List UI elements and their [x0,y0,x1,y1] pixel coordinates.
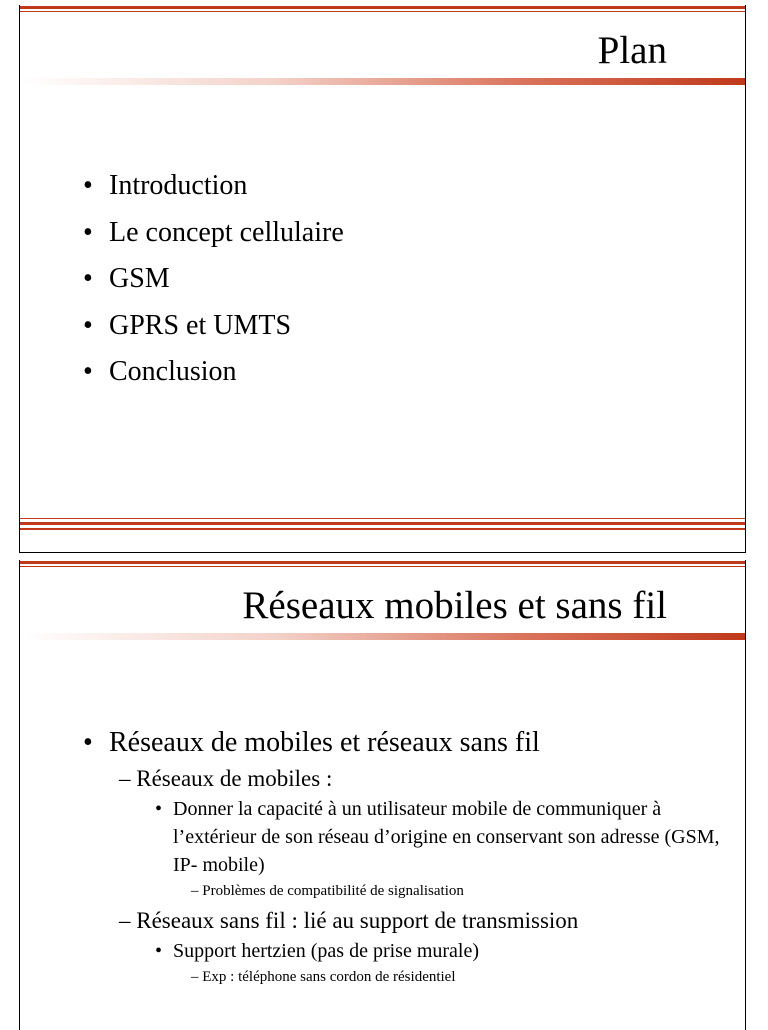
slide-content [83,723,723,989]
slide-title: Plan [597,29,667,72]
list-item: • GSM [83,262,344,309]
top-rule [20,6,745,9]
bullet-level1: • Réseaux de mobiles et réseaux sans fil [83,723,723,763]
slide-reseaux [19,560,746,1030]
top-rule-thin [20,566,745,567]
bullet-level3: • Support hertzien (pas de prise murale) [155,937,723,965]
title-underline-bar [20,78,745,85]
slide-plan [19,5,746,553]
title-underline-bar [20,633,745,640]
dash-item-sans-fil: – Réseaux sans fil : lié au support de transmission [119,908,579,933]
list-item: • GPRS et UMTS [83,309,344,356]
list-item: • Introduction [83,169,344,216]
top-rule [20,561,745,564]
list-item: • Le concept cellulaire [83,216,344,263]
plan-bullet-list [83,169,344,402]
dash-item-mobiles: – Réseaux de mobiles : [119,766,333,791]
dash-item-detail: – Problèmes de compatibilité de signalisation [191,883,464,899]
bullet-level3: • Donner la capacité à un utilisateur mobile de communiquer à l’extérieur de son réseau d’origine en conservant son adresse (GSM, IP- mobile) [155,795,723,879]
bottom-rule-lower [20,528,745,530]
slide-title: Réseaux mobiles et sans fil [242,584,667,627]
bottom-rule [20,522,745,525]
top-rule-thin [20,11,745,12]
dash-item-detail: – Exp : téléphone sans cordon de résidentiel [191,969,456,985]
bottom-rule-thin [20,518,745,519]
list-item: • Conclusion [83,355,344,402]
